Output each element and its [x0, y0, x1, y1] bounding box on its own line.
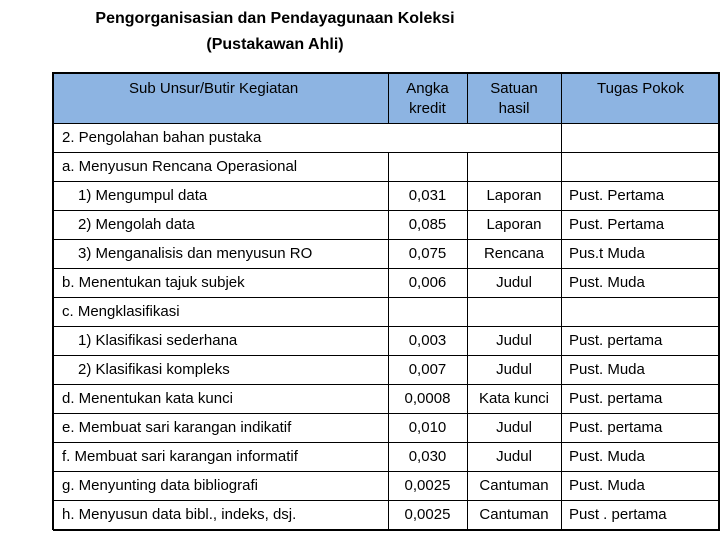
col-divider: [388, 500, 389, 529]
row-label: g. Menyunting data bibliografi: [62, 477, 258, 494]
col-divider: [388, 413, 389, 442]
table-top-border: [53, 72, 720, 74]
row-satuan: Judul: [496, 332, 532, 349]
row-satuan: Rencana: [483, 245, 545, 262]
row-border: [53, 529, 720, 531]
col-divider: [388, 384, 389, 413]
col-divider: [467, 326, 468, 355]
header-kredit-line1: Angka: [406, 80, 449, 97]
col-divider: [561, 239, 562, 268]
row-border: [53, 181, 720, 182]
left-border: [52, 384, 54, 414]
row-tugas: Pust. Muda: [569, 448, 645, 465]
header-divider: [467, 72, 468, 124]
col-divider: [388, 239, 389, 268]
row-border: [53, 471, 720, 472]
header-kegiatan: Sub Unsur/Butir Kegiatan: [129, 80, 299, 97]
col-divider: [561, 152, 562, 181]
row-border: [53, 442, 720, 443]
row-tugas: Pust. pertama: [569, 419, 663, 436]
header-tugas: Tugas Pokok: [597, 80, 684, 97]
col-divider: [388, 471, 389, 500]
col-divider: [467, 181, 468, 210]
row-border: [53, 152, 720, 153]
row-tugas: Pust. Pertama: [569, 187, 665, 204]
page-subtitle: (Pustakawan Ahli): [206, 36, 344, 53]
row-border: [53, 384, 720, 385]
row-kredit: 0,010: [408, 419, 447, 436]
row-kredit: 0,031: [408, 187, 447, 204]
row-label: a. Menyusun Rencana Operasional: [62, 158, 298, 175]
left-border: [52, 442, 54, 472]
header-left-border: [52, 72, 54, 124]
row-tugas: Pust. Muda: [569, 361, 645, 378]
col-divider: [561, 268, 562, 297]
row-label: 3) Menganalisis dan menyusun RO: [78, 245, 313, 262]
left-border: [52, 355, 54, 385]
row-tugas: Pus.t Muda: [569, 245, 645, 262]
left-border: [52, 239, 54, 269]
col-divider: [467, 210, 468, 239]
col-divider: [467, 239, 468, 268]
col-divider: [561, 297, 562, 326]
col-divider: [388, 268, 389, 297]
page-title: Pengorganisasian dan Pendayagunaan Koleksi: [95, 10, 455, 27]
col-divider: [388, 210, 389, 239]
col-divider: [467, 471, 468, 500]
row-label: f. Membuat sari karangan informatif: [62, 448, 298, 465]
col-divider: [388, 355, 389, 384]
row-tugas: Pust. Muda: [569, 477, 645, 494]
col-divider: [388, 442, 389, 471]
left-border: [52, 413, 54, 443]
row-tugas: Pust. pertama: [569, 390, 663, 407]
row-kredit: 0,085: [408, 216, 447, 233]
row-label: h. Menyusun data bibl., indeks, dsj.: [62, 506, 297, 523]
col-divider: [561, 471, 562, 500]
header-divider: [561, 72, 562, 124]
col-divider: [467, 355, 468, 384]
row-kredit: 0,030: [408, 448, 447, 465]
row-border: [53, 326, 720, 327]
col-divider: [388, 181, 389, 210]
row-satuan: Laporan: [486, 216, 542, 233]
row-satuan: Cantuman: [479, 506, 549, 523]
row-tugas: Pust. Muda: [569, 274, 645, 291]
row-border: [53, 268, 720, 269]
row-tugas: Pust . pertama: [569, 506, 667, 523]
col-divider: [467, 268, 468, 297]
col-divider: [388, 297, 389, 326]
row-kredit: 0,007: [408, 361, 447, 378]
row-border: [53, 210, 720, 211]
col-divider: [561, 384, 562, 413]
col-divider: [467, 500, 468, 529]
row-satuan: Laporan: [486, 187, 542, 204]
row-label: e. Membuat sari karangan indikatif: [62, 419, 292, 436]
row-kredit: 0,003: [408, 332, 447, 349]
row-satuan: Judul: [496, 419, 532, 436]
col-divider: [467, 297, 468, 326]
left-border: [52, 326, 54, 356]
left-border: [52, 500, 54, 530]
col-divider: [561, 181, 562, 210]
row-satuan: Cantuman: [479, 477, 549, 494]
col-divider: [561, 442, 562, 471]
col-divider: [467, 413, 468, 442]
row-label: 2) Klasifikasi kompleks: [78, 361, 230, 378]
left-border: [52, 181, 54, 211]
col-divider: [467, 152, 468, 181]
row-border: [53, 500, 720, 501]
col-divider: [388, 326, 389, 355]
row-label: 1) Mengumpul data: [78, 187, 208, 204]
col-divider: [561, 123, 562, 152]
row-kredit: 0,0008: [404, 390, 451, 407]
row-tugas: Pust. pertama: [569, 332, 663, 349]
col-divider: [561, 355, 562, 384]
col-divider: [467, 384, 468, 413]
row-kredit: 0,006: [408, 274, 447, 291]
col-divider: [388, 152, 389, 181]
col-divider: [561, 413, 562, 442]
row-label: 2) Mengolah data: [78, 216, 195, 233]
row-label: b. Menentukan tajuk subjek: [62, 274, 245, 291]
col-divider: [561, 500, 562, 529]
row-satuan: Judul: [496, 448, 532, 465]
row-kredit: 0,0025: [404, 506, 451, 523]
row-label: 2. Pengolahan bahan pustaka: [62, 129, 262, 146]
left-border: [52, 152, 54, 182]
left-border: [52, 268, 54, 298]
header-kredit-line2: kredit: [409, 100, 446, 117]
row-satuan: Kata kunci: [478, 390, 550, 407]
left-border: [52, 297, 54, 327]
left-border: [52, 471, 54, 501]
col-divider: [561, 210, 562, 239]
row-kredit: 0,0025: [404, 477, 451, 494]
header-satuan-line1: Satuan: [490, 80, 538, 97]
row-border: [53, 297, 720, 298]
left-border: [52, 123, 54, 153]
header-bottom-border: [53, 123, 720, 124]
row-border: [53, 355, 720, 356]
col-divider: [561, 326, 562, 355]
row-label: c. Mengklasifikasi: [62, 303, 180, 320]
row-kredit: 0,075: [408, 245, 447, 262]
row-border: [53, 239, 720, 240]
header-divider: [388, 72, 389, 124]
left-border: [52, 210, 54, 240]
row-tugas: Pust. Pertama: [569, 216, 665, 233]
col-divider: [467, 442, 468, 471]
row-satuan: Judul: [496, 361, 532, 378]
row-border: [53, 413, 720, 414]
row-label: 1) Klasifikasi sederhana: [78, 332, 238, 349]
header-satuan-line2: hasil: [498, 100, 530, 117]
row-label: d. Menentukan kata kunci: [62, 390, 233, 407]
row-satuan: Judul: [496, 274, 532, 291]
